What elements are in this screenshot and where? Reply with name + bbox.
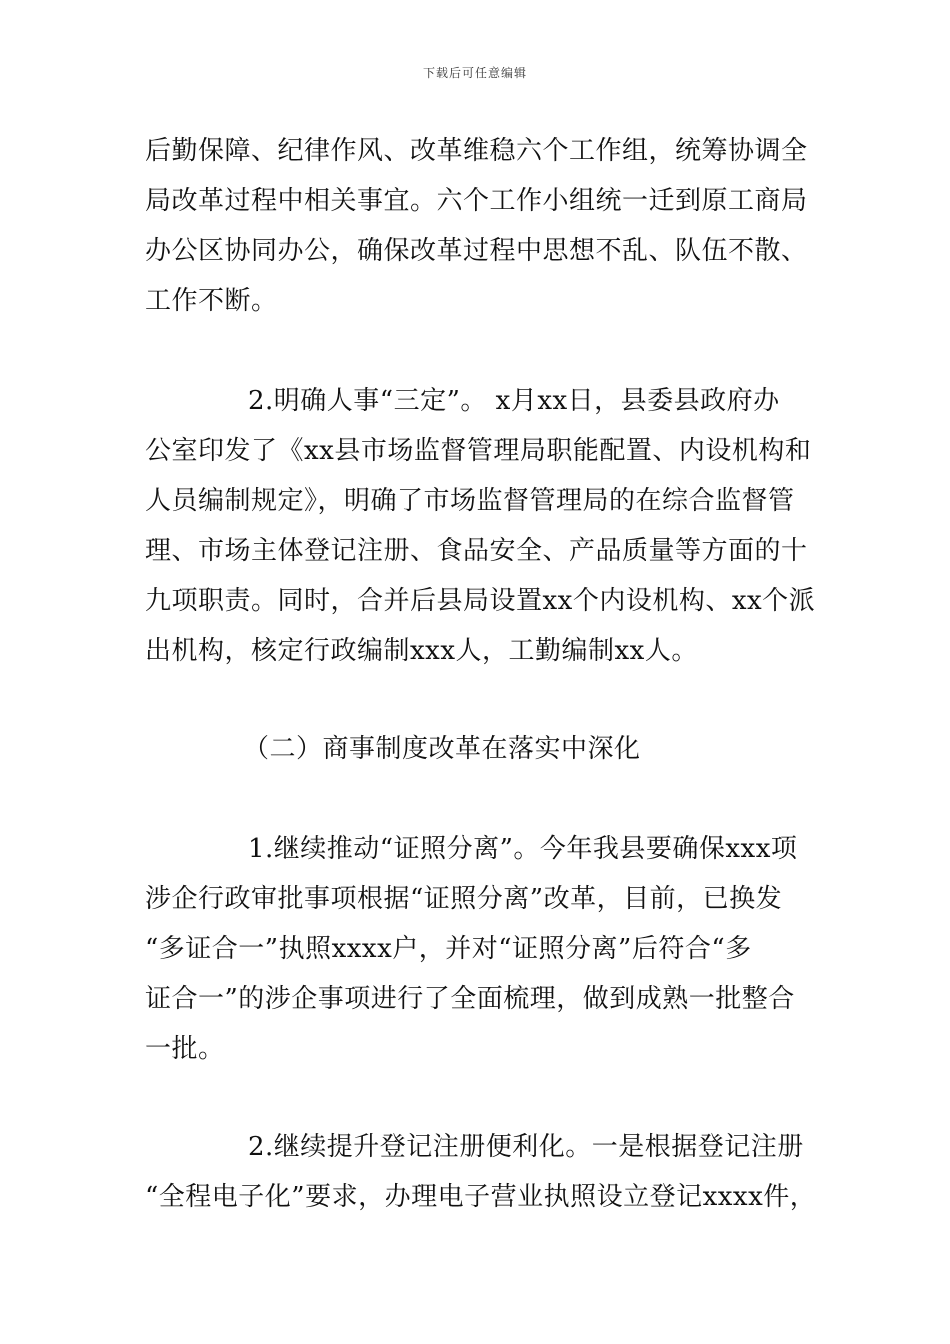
paragraph-1-line-4: 工作不断。 — [145, 286, 278, 316]
paragraph-3-line-3: “多证合一”执照xxxx户，并对“证照分离”后符合“多 — [145, 934, 752, 964]
paragraph-3-line-5: 一批。 — [145, 1034, 225, 1064]
download-note: 下载后可任意编辑 — [422, 66, 527, 80]
section-heading: （二）商事制度改革在落实中深化 — [243, 734, 641, 764]
paragraph-2-line-1: 2.明确人事“三定”。 x月xx日，县委县政府办 — [248, 386, 780, 416]
paragraph-4-line-2: “全程电子化”要求，办理电子营业执照设立登记xxxx件， — [145, 1182, 817, 1212]
paragraph-2-line-4: 理、市场主体登记注册、食品安全、产品质量等方面的十 — [145, 536, 808, 566]
paragraph-2-line-5: 九项职责。同时，合并后县局设置xx个内设机构、xx个派 — [145, 586, 816, 616]
paragraph-3-line-2: 涉企行政审批事项根据“证照分离”改革，目前，已换发 — [145, 884, 783, 914]
paragraph-2-line-6: 出机构，核定行政编制xxx人，工勤编制xx人。 — [145, 636, 698, 666]
paragraph-3-line-4: 证合一”的涉企事项进行了全面梳理，做到成熟一批整合 — [145, 984, 795, 1014]
paragraph-1-line-1: 后勤保障、纪律作风、改革维稳六个工作组，统筹协调全 — [145, 136, 808, 166]
paragraph-3-line-1: 1.继续推动“证照分离”。今年我县要确保xxx项 — [248, 834, 798, 864]
paragraph-4-line-1: 2.继续提升登记注册便利化。一是根据登记注册 — [248, 1132, 804, 1162]
paragraph-1-line-3: 办公区协同办公，确保改革过程中思想不乱、队伍不散、 — [145, 236, 808, 266]
paragraph-2-line-2: 公室印发了《xx县市场监督管理局职能配置、内设机构和 — [145, 436, 812, 466]
paragraph-1-line-2: 局改革过程中相关事宜。六个工作小组统一迁到原工商局 — [145, 186, 808, 216]
paragraph-2-line-3: 人员编制规定》，明确了市场监督管理局的在综合监督管 — [145, 486, 795, 516]
